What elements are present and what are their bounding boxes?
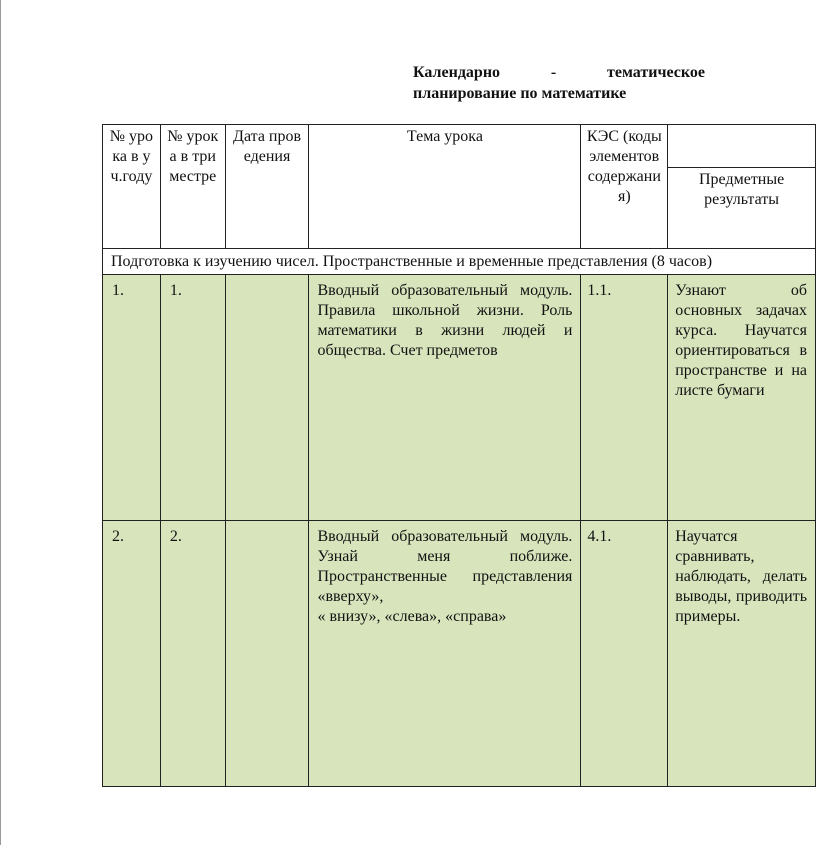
header-kes: КЭС (коды элементов содержания) <box>581 125 668 249</box>
table-row <box>103 275 816 521</box>
row-1-kes: 1.1. <box>581 275 668 521</box>
header-row <box>103 125 816 249</box>
table-row <box>103 521 816 787</box>
planning-table <box>102 124 816 787</box>
row-1-num-year: 1. <box>103 275 161 521</box>
title-line-2: планирование по математике <box>413 85 627 102</box>
row-1-results: Узнают об основных задачах курса. Научатся ориентироваться в пространстве и на листе бумаги <box>668 275 816 521</box>
row-1-num-trimester: 1. <box>160 275 225 521</box>
row-2-topic-tail: « внизу», «слева», «справа» <box>317 608 507 625</box>
header-lesson-trimester: № урока в триместре <box>160 125 225 249</box>
header-date: Дата проведения <box>225 125 309 249</box>
header-topic: Тема урока <box>309 125 581 249</box>
row-2-topic <box>309 521 581 787</box>
header-results-label: Предметные результаты <box>699 171 785 208</box>
section-row <box>103 249 816 275</box>
title-word-2: тематическое <box>607 64 705 81</box>
row-2-results: Научатся сравнивать, наблюдать, делать выводы, приводить примеры. <box>668 521 816 787</box>
header-results <box>668 125 816 249</box>
section-title: Подготовка к изучению чисел. Пространственные и временные представления (8 часов) <box>103 249 816 275</box>
row-1-date <box>225 275 309 521</box>
row-2-num-year: 2. <box>103 521 161 787</box>
page-edge-line <box>0 0 1 845</box>
title-word-1: Календарно <box>413 64 501 81</box>
title-dash: - <box>550 64 557 81</box>
row-2-kes: 4.1. <box>581 521 668 787</box>
header-lesson-year: № урока в уч.году <box>103 125 161 249</box>
row-2-topic-main: Вводный образовательный модуль. Узнай меня поближе. Пространственные представления «вверху», <box>317 528 573 605</box>
header-results-top <box>668 125 815 168</box>
row-2-num-trimester: 2. <box>160 521 225 787</box>
row-2-date <box>225 521 309 787</box>
row-1-topic: Вводный образовательный модуль. Правила школьной жизни. Роль математики в жизни людей и общества. Счет предметов <box>309 275 581 521</box>
page-title <box>413 62 705 104</box>
